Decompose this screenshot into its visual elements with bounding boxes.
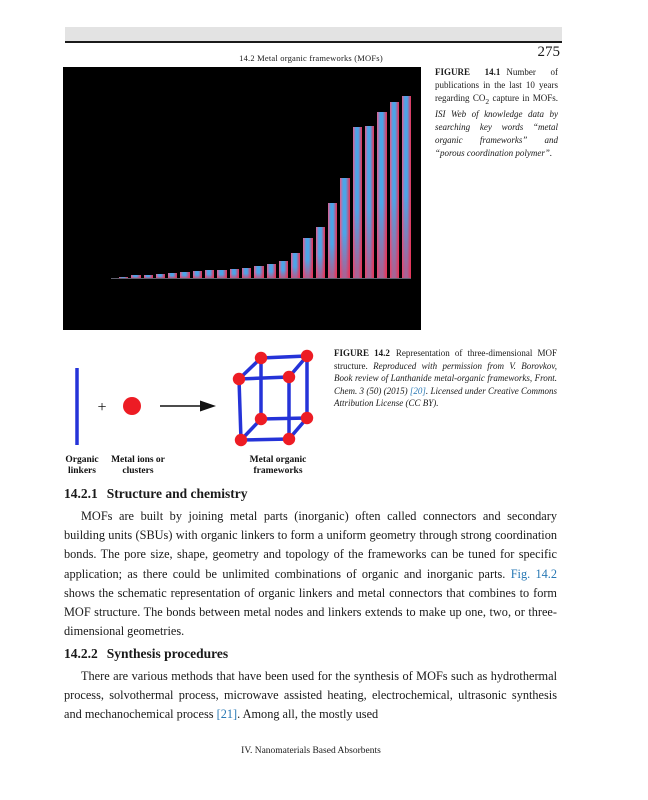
- paragraph-text-post: . Among all, the mostly used: [237, 707, 379, 722]
- section-title: Structure and chemistry: [106, 486, 248, 501]
- label-metal-ions-2: clusters: [122, 466, 154, 476]
- label-organic-linkers-2: linkers: [68, 466, 96, 476]
- figure-14-2-caption-italic-pre: Reproduced with permission from V. Borovkov, Book review of Lanthanide metal-organic frameworks, Front. Chem. 3 (50) (2015): [334, 360, 557, 396]
- chart-bar: [217, 270, 226, 278]
- page-number: 275: [537, 44, 560, 60]
- running-footer: IV. Nanomaterials Based Absorbents: [241, 746, 381, 756]
- chart-bar: [402, 96, 411, 278]
- label-metal-ions: Metal ions or: [111, 455, 165, 465]
- paragraph-text-pre: MOFs are built by joining metal parts (inorganic) often called connectors and secondary building units (SBUs) with organic linkers to form a uniform geometry through strong coordination bonds. The pore size, shape, geometry and topology of the frameworks can be tuned for specific application; as there could be unlimited combinations of organic and inorganic parts.: [64, 509, 557, 581]
- figure-14-1-caption-italic: ISI Web of knowledge data by searching key words “metal organic frameworks” and “porous coordination polymer”.: [435, 108, 558, 158]
- chart-bar: [168, 273, 177, 278]
- section-number: 14.2.2: [64, 646, 98, 661]
- header-rule-bar: [65, 27, 562, 43]
- chart-bar: [390, 102, 399, 278]
- arrow-head-icon: [200, 401, 216, 412]
- section-number: 14.2.1: [64, 486, 98, 501]
- chart-bar: [193, 271, 202, 278]
- chart-bar: [254, 266, 263, 278]
- chart-bar: [316, 227, 325, 278]
- reference-link-20[interactable]: [20]: [409, 385, 426, 396]
- metal-ion-circle: [123, 397, 141, 415]
- chart-bar: [291, 253, 300, 278]
- chart-bar: [353, 127, 362, 278]
- chart-bar: [340, 178, 349, 278]
- section-title: Synthesis procedures: [106, 646, 229, 661]
- figure-14-1-chart: [63, 67, 421, 330]
- running-head: 14.2 Metal organic frameworks (MOFs): [239, 53, 383, 63]
- figure-14-1-caption-roman-pre: Number of publications in the last 10 years regarding CO: [435, 67, 558, 103]
- mof-cube-edges: [239, 356, 307, 440]
- section-14-2-1-paragraph: [64, 507, 557, 641]
- chart-bar: [377, 112, 386, 278]
- chart-bar: [156, 274, 165, 278]
- mof-schematic-svg: [57, 345, 327, 480]
- chart-bar: [230, 269, 239, 278]
- chart-x-axis-line: [111, 278, 411, 279]
- figure-link-14-2[interactable]: Fig. 14.2: [510, 566, 558, 581]
- paragraph-text-post: shows the schematic representation of organic linkers and metal connectors that combines to form MOF structure. The bonds between metal nodes and linkers extends to make up one, two, or three-dimensional geometries.: [64, 585, 557, 639]
- paragraph-text-pre: There are various methods that have been used for the synthesis of MOFs such as hydrothermal process, solvothermal process, microwave assisted heating, electrochemical, ultrasonic synthesis and mechanochemical process: [64, 669, 557, 722]
- figure-14-2-caption-label: FIGURE 14.2: [334, 348, 390, 358]
- label-mof-2: frameworks: [253, 466, 303, 476]
- plus-sign: +: [97, 399, 107, 416]
- section-heading-14-2-2: [64, 646, 228, 662]
- chart-bar: [119, 277, 128, 278]
- section-14-2-2-paragraph: [64, 667, 557, 725]
- reference-link-21[interactable]: [21]: [216, 707, 238, 722]
- figure-14-2-diagram: [57, 345, 327, 480]
- chart-bar: [365, 126, 374, 278]
- chart-bar: [303, 238, 312, 278]
- label-organic-linkers: Organic: [65, 455, 99, 465]
- chart-bar: [279, 261, 288, 278]
- chart-bar: [131, 275, 140, 278]
- chart-bar: [242, 268, 251, 278]
- chart-bar: [144, 275, 153, 278]
- figure-14-1-caption: [435, 66, 558, 160]
- figure-14-2-caption-italic-post: . Licensed under Creative Commons Attribution License (CC BY).: [334, 385, 557, 409]
- section-heading-14-2-1: [64, 486, 248, 502]
- label-mof: Metal organic: [249, 455, 307, 465]
- chart-bar: [267, 264, 276, 278]
- chart-bar: [328, 203, 337, 278]
- chart-bar: [180, 272, 189, 278]
- figure-14-1-caption-label: FIGURE 14.1: [435, 67, 501, 77]
- chart-bar: [205, 270, 214, 278]
- figure-14-2-caption-roman: Representation of three-dimensional MOF structure.: [334, 348, 557, 371]
- figure-14-1-caption-subscript: 2: [485, 96, 490, 106]
- figure-14-2-caption: [334, 347, 557, 410]
- figure-14-1-caption-roman-post: capture in MOFs.: [489, 93, 558, 103]
- chart-bars: [119, 96, 411, 278]
